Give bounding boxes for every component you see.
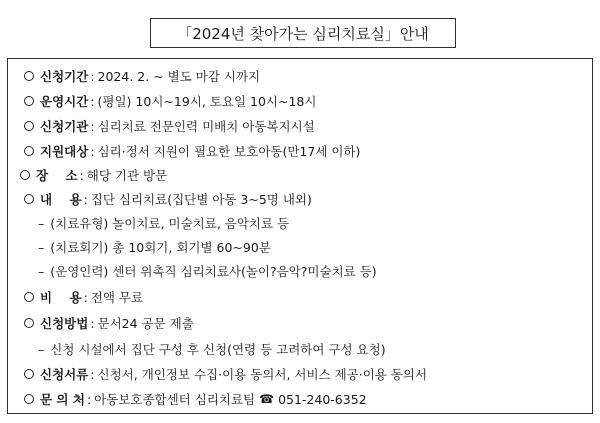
bullet-circle-icon	[24, 318, 34, 328]
item-label: 신청기관	[40, 119, 89, 134]
telephone-icon: ☎	[259, 392, 275, 406]
item-target: 지원대상 : 심리·정서 지원이 필요한 보호아동(만17세 이하)	[24, 141, 360, 161]
item-value: 심리치료 전문인력 미배치 아동복지시설	[97, 119, 315, 134]
item-label: 운영시간	[40, 94, 89, 109]
subitem-text: (운영인력) 센터 위촉직 심리치료사(놀이?음악?미술치료 등)	[50, 264, 377, 279]
item-value: 집단 심리치료(집단별 아동 3~5명 내외)	[90, 192, 312, 207]
item-value: 문서24 공문 제출	[97, 316, 194, 331]
notice-title: 「2024년 찾아가는 심리치료실」안내	[177, 24, 429, 43]
item-operating-hours: 운영시간 : (평일) 10시~19시, 토요일 10시~18시	[24, 91, 316, 111]
bullet-circle-icon	[20, 170, 30, 180]
item-value: 신청서, 개인정보 수집·이용 동의서, 서비스 제공·이용 동의서	[97, 367, 428, 382]
item-location: 장 소 : 해당 기관 방문	[20, 165, 167, 185]
bullet-circle-icon	[24, 369, 34, 379]
item-value: (평일) 10시~19시, 토요일 10시~18시	[97, 94, 317, 109]
bullet-circle-icon	[24, 292, 34, 302]
subitem-text: (치료회기) 총 10회기, 회기별 60~90분	[50, 240, 271, 255]
item-value: 전액 무료	[90, 290, 144, 305]
notice-body	[7, 58, 593, 414]
item-value: 해당 기관 방문	[86, 168, 168, 183]
item-label: 신청방법	[40, 316, 89, 331]
item-documents: 신청서류 : 신청서, 개인정보 수집·이용 동의서, 서비스 제공·이용 동의서	[24, 364, 427, 384]
item-label: 지원대상	[40, 144, 89, 159]
method-subitem: – 신청 시설에서 집단 구성 후 신청(연령 등 고려하여 구성 요청)	[38, 341, 386, 357]
subitem-text: 신청 시설에서 집단 구성 후 신청(연령 등 고려하여 구성 요청)	[50, 342, 386, 357]
item-value: 심리·정서 지원이 필요한 보호아동(만17세 이하)	[97, 144, 361, 159]
item-cost: 비 용 : 전액 무료	[24, 287, 143, 307]
bullet-circle-icon	[24, 394, 34, 404]
notice-title-box	[150, 18, 456, 48]
item-contact: 문 의 처 : 아동보호종합센터 심리치료팀 ☎ 051-240-6352	[24, 389, 367, 409]
item-eligible-institution: 신청기관 : 심리치료 전문인력 미배치 아동복지시설	[24, 116, 315, 136]
bullet-circle-icon	[24, 121, 34, 131]
item-content: 내 용 : 집단 심리치료(집단별 아동 3~5명 내외)	[24, 189, 312, 209]
item-label: 내 용	[40, 192, 82, 207]
bullet-circle-icon	[24, 146, 34, 156]
contact-phone: 051-240-6352	[278, 391, 367, 407]
bullet-circle-icon	[24, 96, 34, 106]
item-label: 신청기간	[40, 69, 89, 84]
item-application-method: 신청방법 : 문서24 공문 제출	[24, 313, 194, 333]
content-subitem: – (치료유형) 놀이치료, 미술치료, 음악치료 등	[38, 215, 290, 231]
item-label: 문 의 처	[40, 392, 85, 407]
item-application-period: 신청기간 : 2024. 2. ~ 별도 마감 시까지	[24, 66, 260, 86]
item-label: 신청서류	[40, 367, 89, 382]
bullet-circle-icon	[24, 194, 34, 204]
item-value: 2024. 2. ~ 별도 마감 시까지	[97, 69, 261, 84]
content-subitem: – (운영인력) 센터 위촉직 심리치료사(놀이?음악?미술치료 등)	[38, 263, 377, 279]
item-value: 아동보호종합센터 심리치료팀	[94, 392, 256, 407]
item-label: 비 용	[40, 290, 82, 305]
bullet-circle-icon	[24, 71, 34, 81]
content-subitem: – (치료회기) 총 10회기, 회기별 60~90분	[38, 239, 271, 255]
subitem-text: (치료유형) 놀이치료, 미술치료, 음악치료 등	[50, 216, 290, 231]
item-label: 장 소	[36, 168, 78, 183]
